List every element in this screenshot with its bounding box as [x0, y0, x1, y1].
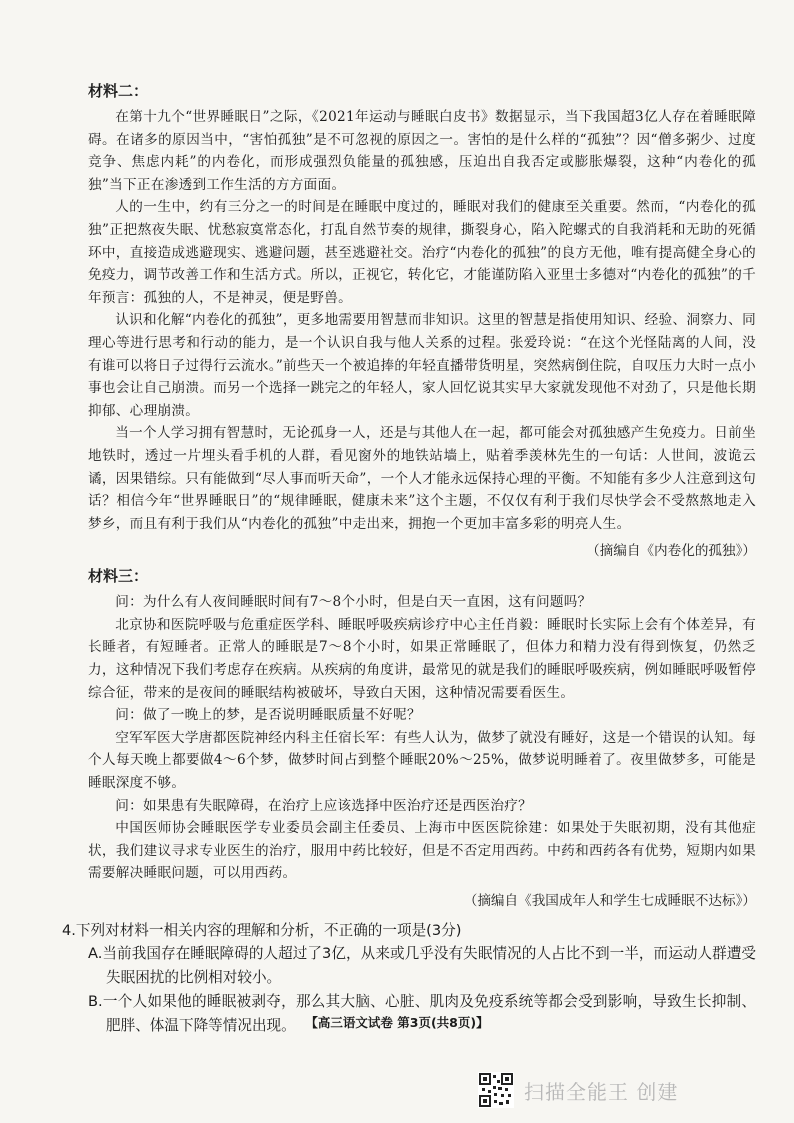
- qr-code-icon: [478, 1072, 514, 1108]
- material-three-answer-1: 北京协和医院呼吸与危重症医学科、睡眠呼吸疾病诊疗中心主任肖毅：睡眠时长实际上会有个体差异，有长睡者，有短睡者。正常人的睡眠是7～8个小时，如果正常睡眠了，但体力和精力没有得到恢复，仍然乏力，这种情况下我们考虑存在疾病。从疾病的角度讲，最常见的就是我们的睡眠呼吸疾病，例如睡眠呼吸暂停综合征，带来的是夜间的睡眠结构被破坏，导致白天困，这种情况需要看医生。: [88, 616, 756, 701]
- material-two-source: （摘编自《内卷化的孤独》）: [586, 543, 756, 560]
- material-two-paragraph-3: 认识和化解“内卷化的孤独”，更多地需要用智慧而非知识。这里的智慧是指使用知识、经验、洞察力、同理心等进行思考和行动的能力，是一个认识自我与他人关系的过程。张爱玲说：“在这个光怪陆离的人间，没有谁可以将日子过得行云流水。”前些天一个被追捧的年轻直播带货明星，突然病倒住院，自叹压力大时一点小事也会让自己崩溃。而另一个选择一跳完之的年轻人，家人回忆说其实早大家就发现他不对劲了，只是他长期抑郁、心理崩溃。: [88, 312, 756, 419]
- watermark-text: 扫描全能王 创建: [524, 1079, 679, 1104]
- question-4-option-a: A.当前我国存在睡眠障碍的人超过了3亿，从来或几乎没有失眠情况的人占比不到一半，而运动人群遭受失眠困扰的比例相对较小。: [88, 945, 756, 986]
- material-three-heading: 材料三：: [88, 567, 149, 586]
- material-three-section: [88, 565, 756, 913]
- material-three-answer-2: 空军军医大学唐都医院神经内科主任宿长军：有些人认为，做梦了就没有睡好，这是一个错误的认知。每个人每天晚上都要做4～6个梦，做梦时间占到整个睡眠20%～25%，做梦说明睡着了。夜里做梦多，可能是睡眠深度不够。: [88, 729, 756, 792]
- page-content: [62, 80, 756, 1038]
- scanner-watermark: [478, 1070, 678, 1110]
- material-three-question-1: 问：为什么有人夜间睡眠时间有7～8个小时，但是白天一直困，这有问题吗？: [115, 594, 592, 611]
- material-three-source: （摘编自《我国成年人和学生七成睡眠不达标》）: [463, 893, 756, 909]
- material-two-paragraph-2: 人的一生中，约有三分之一的时间是在睡眠中度过的，睡眠对我们的健康至关重要。然而，“内卷化的孤独”正把熬夜失眠、忧愁寂寞常态化，打乱自然节奏的规律，撕裂身心，陷入陀螺式的自我消耗和无助的死循环中，直接造成逃避现实、逃避问题，甚至逃避社交。治疗“内卷化的孤独”的良方无他，唯有提高健全身心的免疫力，调节改善工作和生活方式。所以，正视它，转化它，才能谨防陷入亚里士多德对“内卷化的孤独”的千年预言：孤独的人，不是神灵，便是野兽。: [88, 199, 756, 306]
- page-footer: 【高三语文试卷 第3页(共8页)】: [305, 1015, 489, 1030]
- material-two-paragraph-1: 在第十九个“世界睡眠日”之际，《2021年运动与睡眠白皮书》数据显示，当下我国超3亿人存在着睡眠障碍。在诸多的原因当中，“害怕孤独”是不可忽视的原因之一。害怕的是什么样的“孤独”？因“僧多粥少、过度竞争、焦虑内耗”的内卷化，而形成强烈负能量的孤独感，压迫出自我否定或膨胀爆裂，这种“内卷化的孤独”当下正在渗透到工作生活的方方面面。: [88, 109, 756, 193]
- material-two-heading: 材料二：: [88, 82, 149, 100]
- question-4-stem: 4.下列对材料一相关内容的理解和分析，不正确的一项是(3分): [62, 922, 462, 939]
- material-two-paragraph-4: 当一个人学习拥有智慧时，无论孤身一人，还是与其他人在一起，都可能会对孤独感产生免疫力。日前坐地铁时，透过一片埋头看手机的人群，看见窗外的地铁站墙上，贴着季羡林先生的一句话：人世间，波诡云谲，因果错综。只有能做到“尽人事而听天命”，一个人才能永远保持心理的平衡。不知能有多少人注意到这句话？相信今年“世界睡眠日”的“规律睡眠，健康未来”这个主题，不仅仅有利于我们尽快学会不受熬熬地走入梦乡，而且有利于我们从“内卷化的孤独”中走出来，拥抱一个更加丰富多彩的明亮人生。: [88, 425, 756, 532]
- material-two-section: [88, 80, 756, 563]
- question-4-option-b: B.一个人如果他的睡眠被剥夺，那么其大脑、心脏、肌肉及免疫系统等都会受到影响，导致生长抑制、肥胖、体温下降等情况出现。: [88, 993, 756, 1034]
- material-three-answer-3: 中国医师协会睡眠医学专业委员会副主任委员、上海市中医医院徐建：如果处于失眠初期，没有其他症状，我们建议寻求专业医生的治疗，服用中药比较好，但是不否定用西药。中药和西药各有优势，短期内如果需要解决睡眠问题，可以用西药。: [88, 820, 756, 882]
- material-three-question-3: 问：如果患有失眠障碍，在治疗上应该选择中医治疗还是西医治疗？: [115, 797, 532, 814]
- material-three-question-2: 问：做了一晚上的梦，是否说明睡眠质量不好呢？: [115, 707, 421, 724]
